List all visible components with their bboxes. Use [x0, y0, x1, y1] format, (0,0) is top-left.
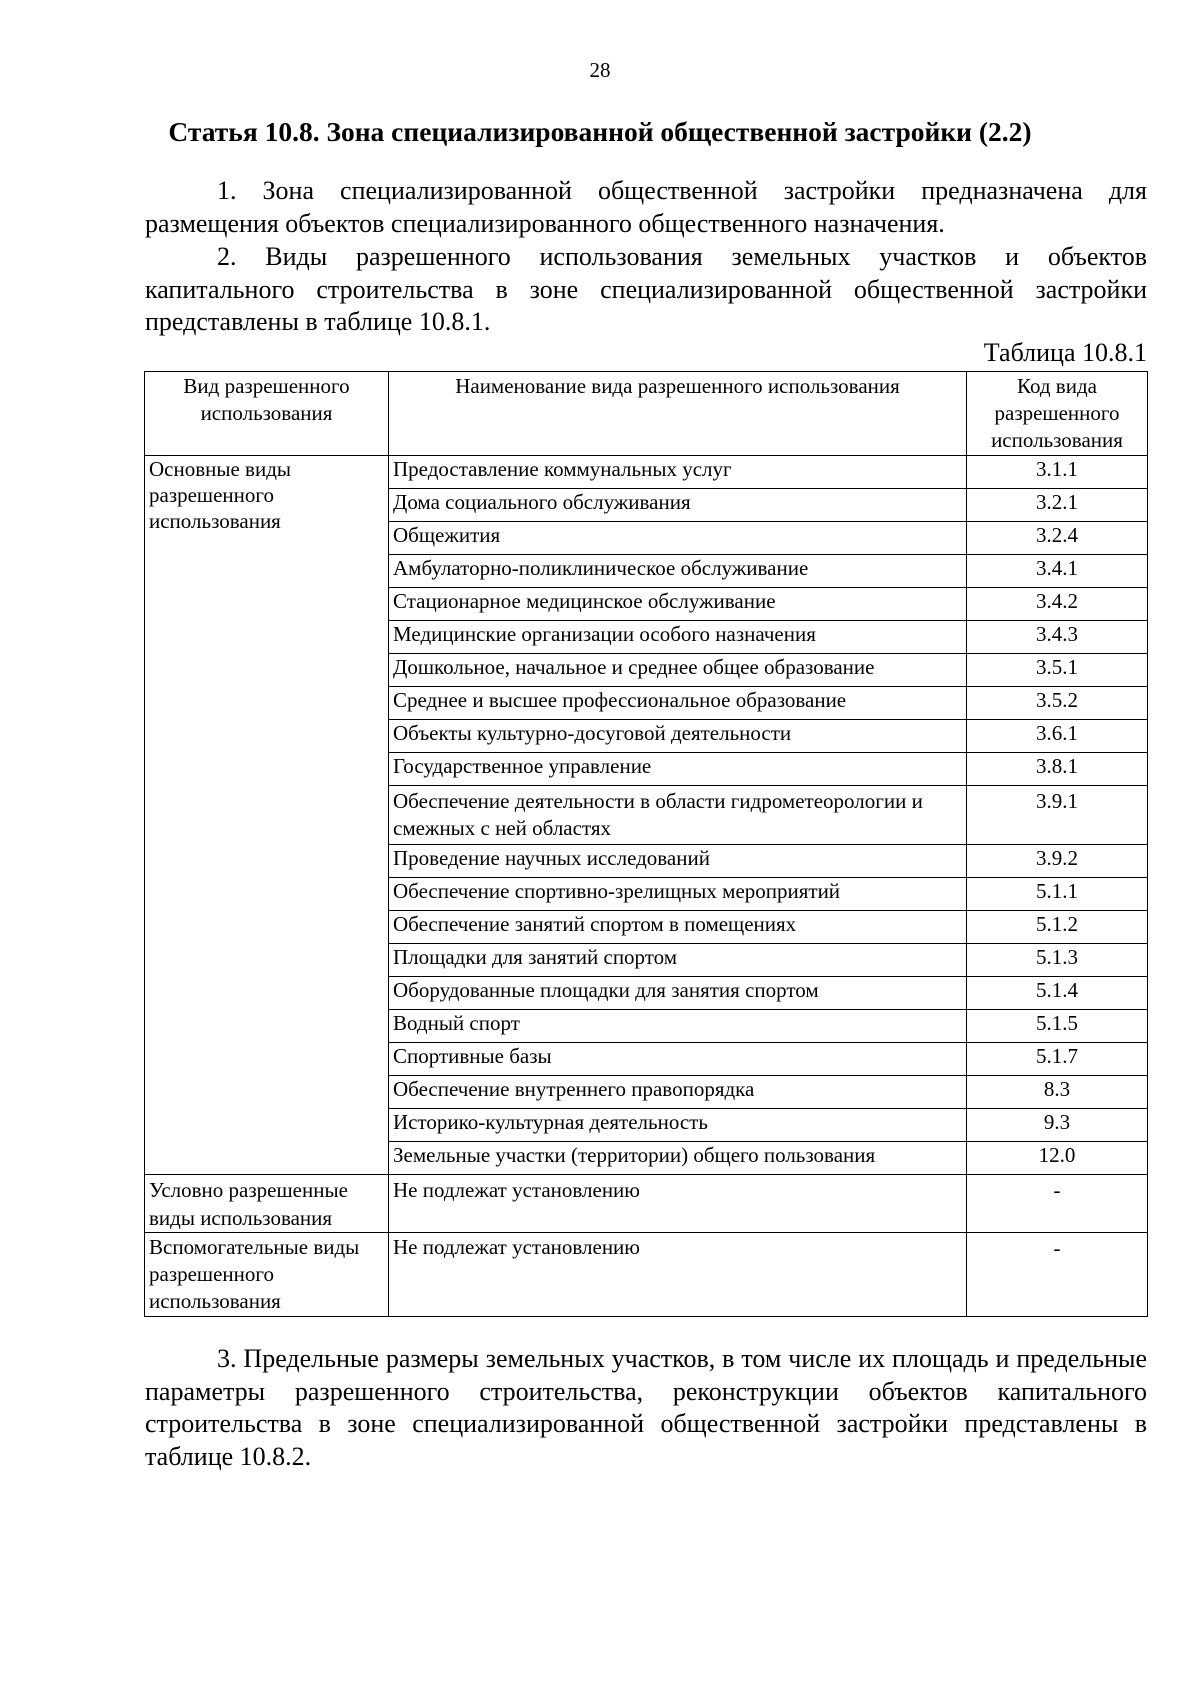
use-name: Оборудованные площадки для занятия спортом	[389, 977, 967, 1010]
conditional-row	[145, 1175, 1148, 1233]
use-name: Обеспечение внутреннего правопорядка	[389, 1076, 967, 1109]
use-name: Среднее и высшее профессиональное образование	[389, 687, 967, 720]
use-name: Проведение научных исследований	[389, 845, 967, 878]
header-code: Код вида разрешенного использования	[967, 372, 1148, 456]
use-code: 5.1.3	[967, 944, 1148, 977]
use-code: 5.1.5	[967, 1010, 1148, 1043]
use-code: -	[967, 1233, 1148, 1317]
use-code: 5.1.4	[967, 977, 1148, 1010]
use-code: 5.1.2	[967, 911, 1148, 944]
use-code: 3.2.4	[967, 522, 1148, 555]
use-code: 3.2.1	[967, 489, 1148, 522]
use-name: Обеспечение спортивно-зрелищных мероприятий	[389, 878, 967, 911]
use-code: 3.4.3	[967, 621, 1148, 654]
use-name: Не подлежат установлению	[389, 1175, 967, 1233]
use-name: Государственное управление	[389, 753, 967, 786]
use-code: 3.9.1	[967, 786, 1148, 845]
use-code: 5.1.1	[967, 878, 1148, 911]
use-code: 8.3	[967, 1076, 1148, 1109]
use-code: 3.9.2	[967, 845, 1148, 878]
use-name: Обеспечение занятий спортом в помещениях	[389, 911, 967, 944]
use-name: Площадки для занятий спортом	[389, 944, 967, 977]
use-name: Обеспечение деятельности в области гидрометеорологии и смежных с ней областях	[389, 786, 967, 845]
use-name: Спортивные базы	[389, 1043, 967, 1076]
permitted-uses-table	[144, 371, 1148, 1317]
use-name: Дошкольное, начальное и среднее общее образование	[389, 654, 967, 687]
paragraph-3: 3. Предельные размеры земельных участков, в том числе их площадь и предельные параметры разрешенного строительства, реконструкции объектов капитального строительства в зоне специализированной общественной застройки представлены в таблице 10.8.2.	[145, 1344, 1147, 1471]
use-name: Амбулаторно-поликлиническое обслуживание	[389, 555, 967, 588]
use-code: 3.5.2	[967, 687, 1148, 720]
paragraph-2: 2. Виды разрешенного использования земельных участков и объектов капитального строительства в зоне специализированной общественной застройки представлены в таблице 10.8.1.	[145, 242, 1147, 336]
use-code: 5.1.7	[967, 1043, 1148, 1076]
use-name: Медицинские организации особого назначения	[389, 621, 967, 654]
use-code: 3.4.1	[967, 555, 1148, 588]
table-caption: Таблица 10.8.1	[983, 338, 1147, 367]
use-name: Общежития	[389, 522, 967, 555]
header-name: Наименование вида разрешенного использования	[389, 372, 967, 456]
use-name: Предоставление коммунальных услуг	[389, 456, 967, 489]
use-name: Историко-культурная деятельность	[389, 1109, 967, 1142]
use-code: 3.8.1	[967, 753, 1148, 786]
use-name: Стационарное медицинское обслуживание	[389, 588, 967, 621]
paragraph-1: 1. Зона специализированной общественной застройки предназначена для размещения объектов специализированного общественного назначения.	[145, 176, 1147, 238]
use-code: 3.6.1	[967, 720, 1148, 753]
use-code: -	[967, 1175, 1148, 1233]
use-name: Дома социального обслуживания	[389, 489, 967, 522]
article-heading: Статья 10.8. Зона специализированной общественной застройки (2.2)	[168, 116, 1032, 147]
use-name: Водный спорт	[389, 1010, 967, 1043]
main-group-label: Основные виды разрешенного использования	[145, 456, 389, 1175]
use-code: 3.4.2	[967, 588, 1148, 621]
table-header-row	[145, 372, 1148, 456]
auxiliary-row	[145, 1233, 1148, 1317]
use-name: Земельные участки (территории) общего пользования	[389, 1142, 967, 1175]
table-row	[145, 456, 1148, 489]
auxiliary-group-label: Вспомогательные виды разрешенного использования	[145, 1233, 389, 1317]
use-code: 12.0	[967, 1142, 1148, 1175]
header-type: Вид разрешенного использования	[145, 372, 389, 456]
use-code: 9.3	[967, 1109, 1148, 1142]
use-name: Не подлежат установлению	[389, 1233, 967, 1317]
page-number: 28	[589, 58, 611, 82]
use-code: 3.5.1	[967, 654, 1148, 687]
use-name: Объекты культурно-досуговой деятельности	[389, 720, 967, 753]
conditional-group-label: Условно разрешенные виды использования	[145, 1175, 389, 1233]
use-code: 3.1.1	[967, 456, 1148, 489]
